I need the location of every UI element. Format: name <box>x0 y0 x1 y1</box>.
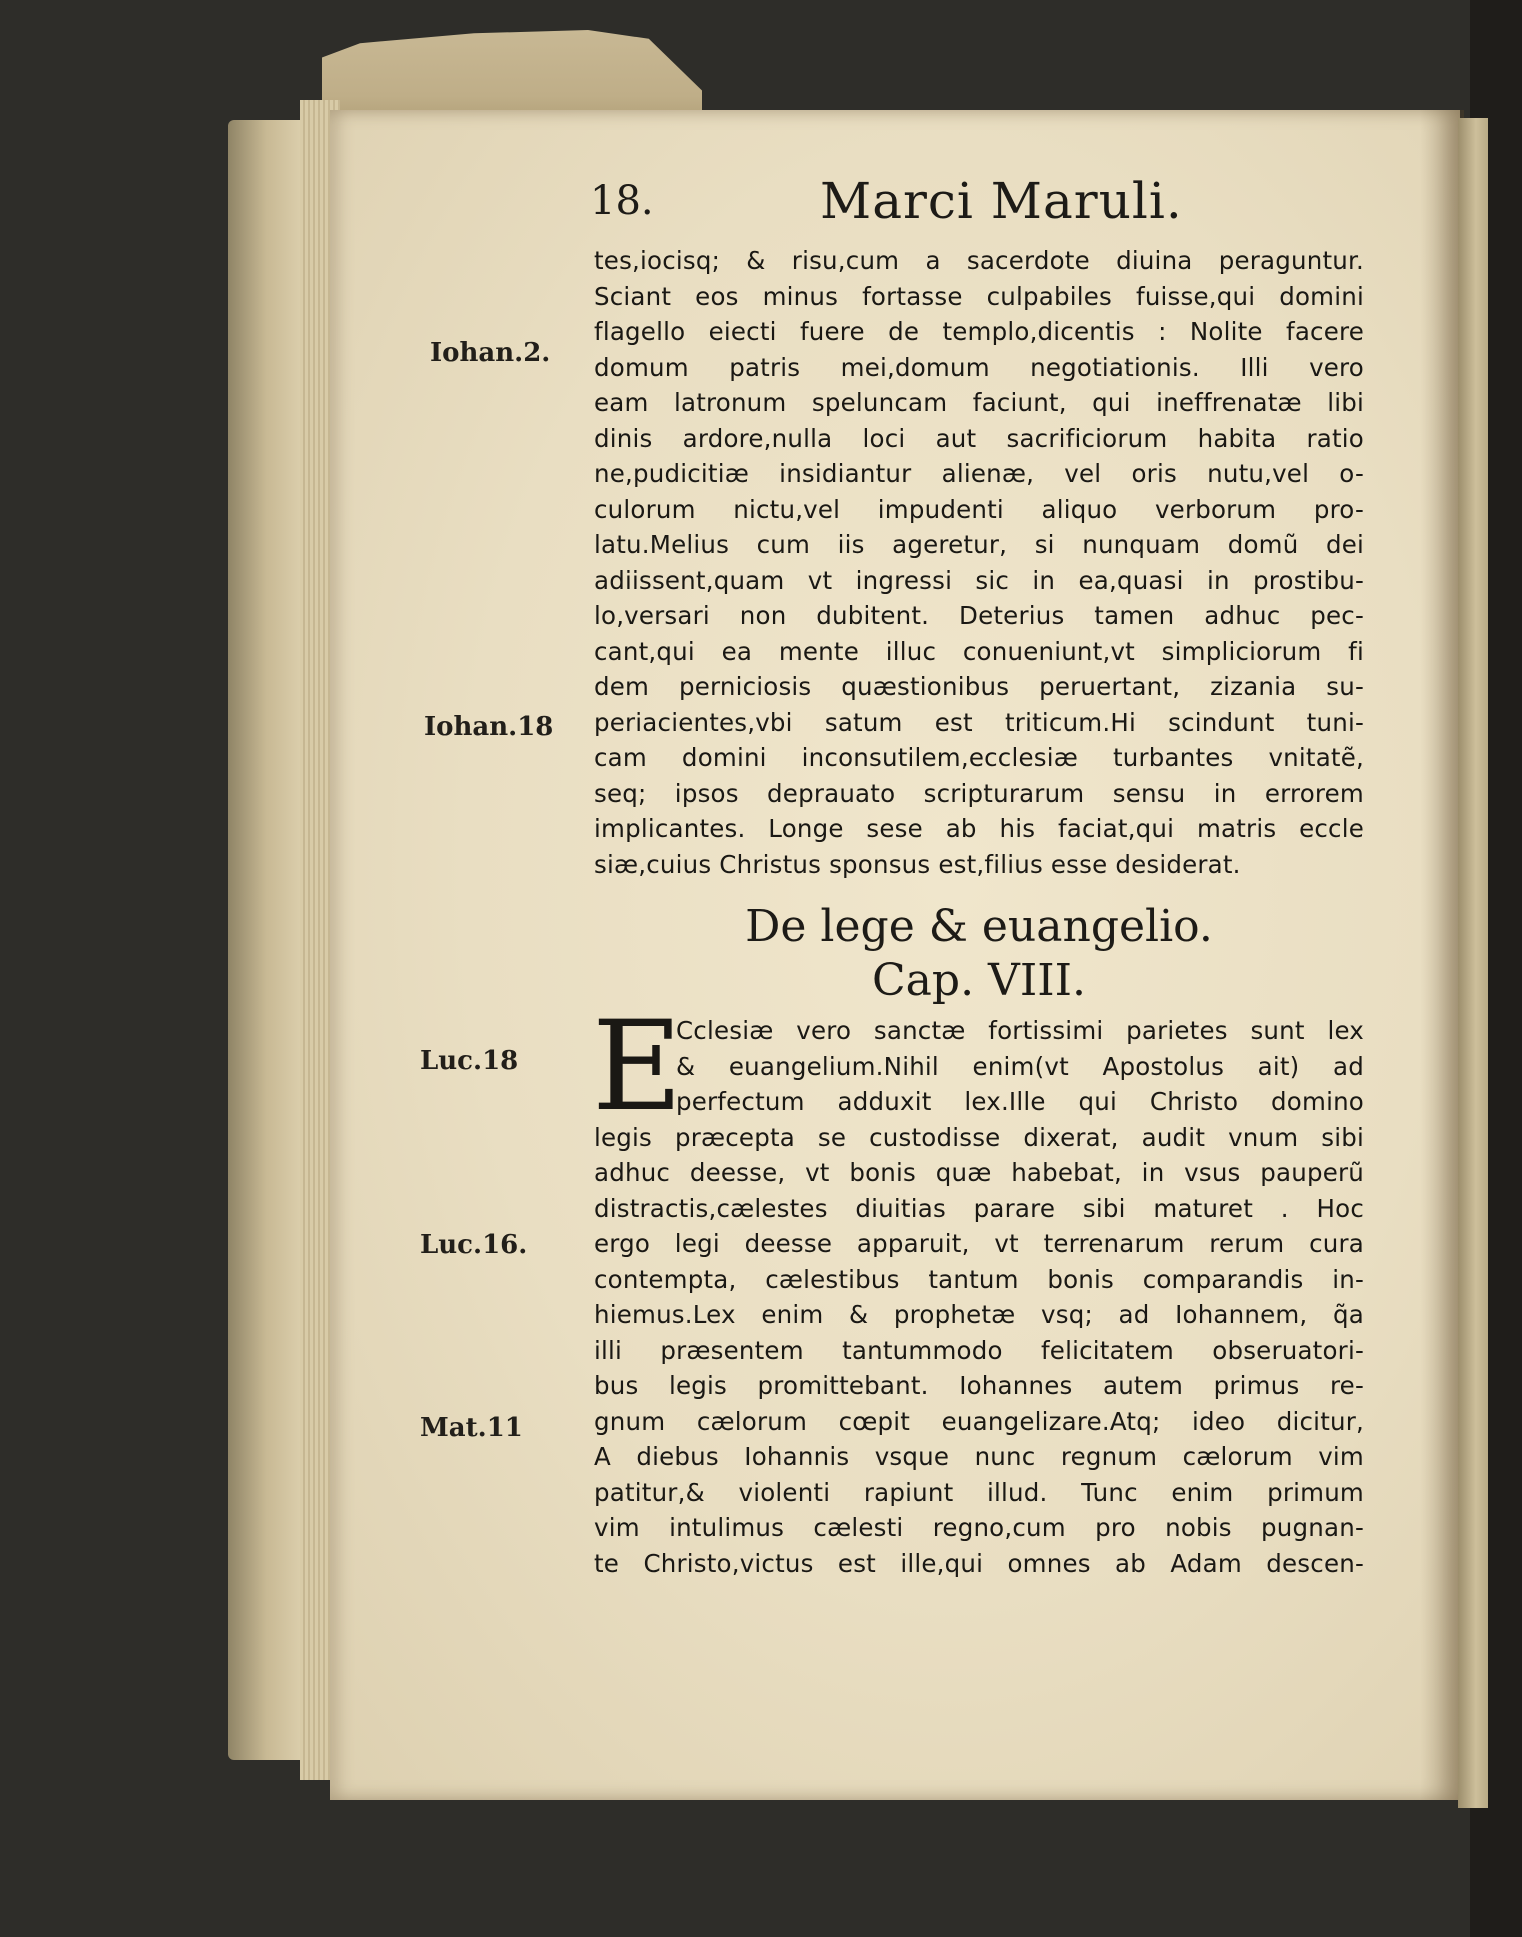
text-line: te Christo,victus est ille,qui omnes ab Adam descen- <box>594 1548 1364 1578</box>
paragraph-2 <box>594 1013 1364 1581</box>
text-line: vim intulimus cælesti regno,cum pro nobis pugnan- <box>594 1513 1364 1542</box>
text-line: dinis ardore,nulla loci aut sacrificiorum habita ratio <box>594 423 1364 453</box>
text-line: distractis,cælestes diuitias parare sibi maturet . Hoc <box>594 1193 1364 1223</box>
text-line: cant,qui ea mente illuc conueniunt,vt simpliciorum fi <box>594 636 1364 666</box>
facing-page-sliver <box>1458 118 1488 1808</box>
text-line: Sciant eos minus fortasse culpabiles fuisse,qui domini <box>594 281 1364 311</box>
text-line: lo,versari non dubitent. Deterius tamen adhuc pec- <box>594 601 1364 630</box>
drop-cap-initial: E <box>592 995 683 1139</box>
text-line: ne,pudicitiæ insidiantur alienæ, vel oris nutu,vel o- <box>594 459 1364 488</box>
text-line: & euangelium.Nihil enim(vt Apostolus ait) ad <box>676 1051 1364 1081</box>
text-line: perfectum adduxit lex.Ille qui Christo domino <box>676 1087 1364 1116</box>
marginal-note: Iohan.18 <box>424 712 554 742</box>
paragraph-1 <box>594 243 1364 882</box>
text-line: periacientes,vbi satum est triticum.Hi scindunt tuni- <box>594 707 1364 737</box>
text-line: gnum cælorum cœpit euangelizare.Atq; ideo dicitur, <box>594 1406 1364 1436</box>
text-line: culorum nictu,vel impudenti aliquo verborum pro- <box>594 494 1364 524</box>
text-line: eam latronum speluncam faciunt, qui ineffrenatæ libi <box>594 388 1364 417</box>
page-number: 18. <box>590 178 654 224</box>
text-line: ergo legi deesse apparuit, vt terrenarum rerum cura <box>594 1229 1364 1258</box>
text-line: contempta, cælestibus tantum bonis comparandis in- <box>594 1264 1364 1294</box>
text-line: tes,iocisq; & risu,cum a sacerdote diuina peraguntur. <box>594 246 1364 275</box>
text-line: Cclesiæ vero sanctæ fortissimi parietes sunt lex <box>676 1016 1364 1045</box>
text-line: implicantes. Longe sese ab his faciat,qui matris eccle <box>594 814 1364 843</box>
text-line: patitur,& violenti rapiunt illud. Tunc enim primum <box>594 1477 1364 1507</box>
text-line: dem perniciosis quæstionibus peruertant, zizania su- <box>594 672 1364 701</box>
marginal-note: Iohan.2. <box>430 338 551 368</box>
marginal-note: Luc.18 <box>420 1046 519 1076</box>
text-line: cam domini inconsutilem,ecclesiæ turbantes vnitatẽ, <box>594 743 1364 772</box>
text-line: illi præsentem tantummodo felicitatem obseruatori- <box>594 1335 1364 1365</box>
text-line: A diebus Iohannis vsque nunc regnum cælorum vim <box>594 1442 1364 1471</box>
running-title: Marci Maruli. <box>820 172 1183 230</box>
text-line: siæ,cuius Christus sponsus est,filius esse desiderat. <box>594 849 1241 879</box>
text-line: latu.Melius cum iis ageretur, si nunquam domũ dei <box>594 530 1364 559</box>
text-line: seq; ipsos deprauato scripturarum sensu in errorem <box>594 778 1364 808</box>
text-line: adhuc deesse, vt bonis quæ habebat, in vsus pauperũ <box>594 1158 1364 1187</box>
chapter-heading <box>594 900 1364 1008</box>
text-line: flagello eiecti fuere de templo,dicentis : Nolite facere <box>594 317 1364 346</box>
chapter-number: Cap. VIII. <box>872 955 1086 1006</box>
text-line: bus legis promittebant. Iohannes autem primus re- <box>594 1371 1364 1400</box>
text-line: legis præcepta se custodisse dixerat, audit vnum sibi <box>594 1122 1364 1152</box>
text-line: adiissent,quam vt ingressi sic in ea,quasi in prostibu- <box>594 565 1364 595</box>
marginal-note: Mat.11 <box>420 1413 523 1443</box>
text-line: domum patris mei,domum negotiationis. Illi vero <box>594 352 1364 382</box>
text-line: hiemus.Lex enim & prophetæ vsq; ad Iohannem, q̃a <box>594 1300 1364 1329</box>
marginal-note: Luc.16. <box>420 1230 528 1260</box>
chapter-title: De lege & euangelio. <box>745 901 1213 952</box>
running-head <box>590 172 1390 238</box>
